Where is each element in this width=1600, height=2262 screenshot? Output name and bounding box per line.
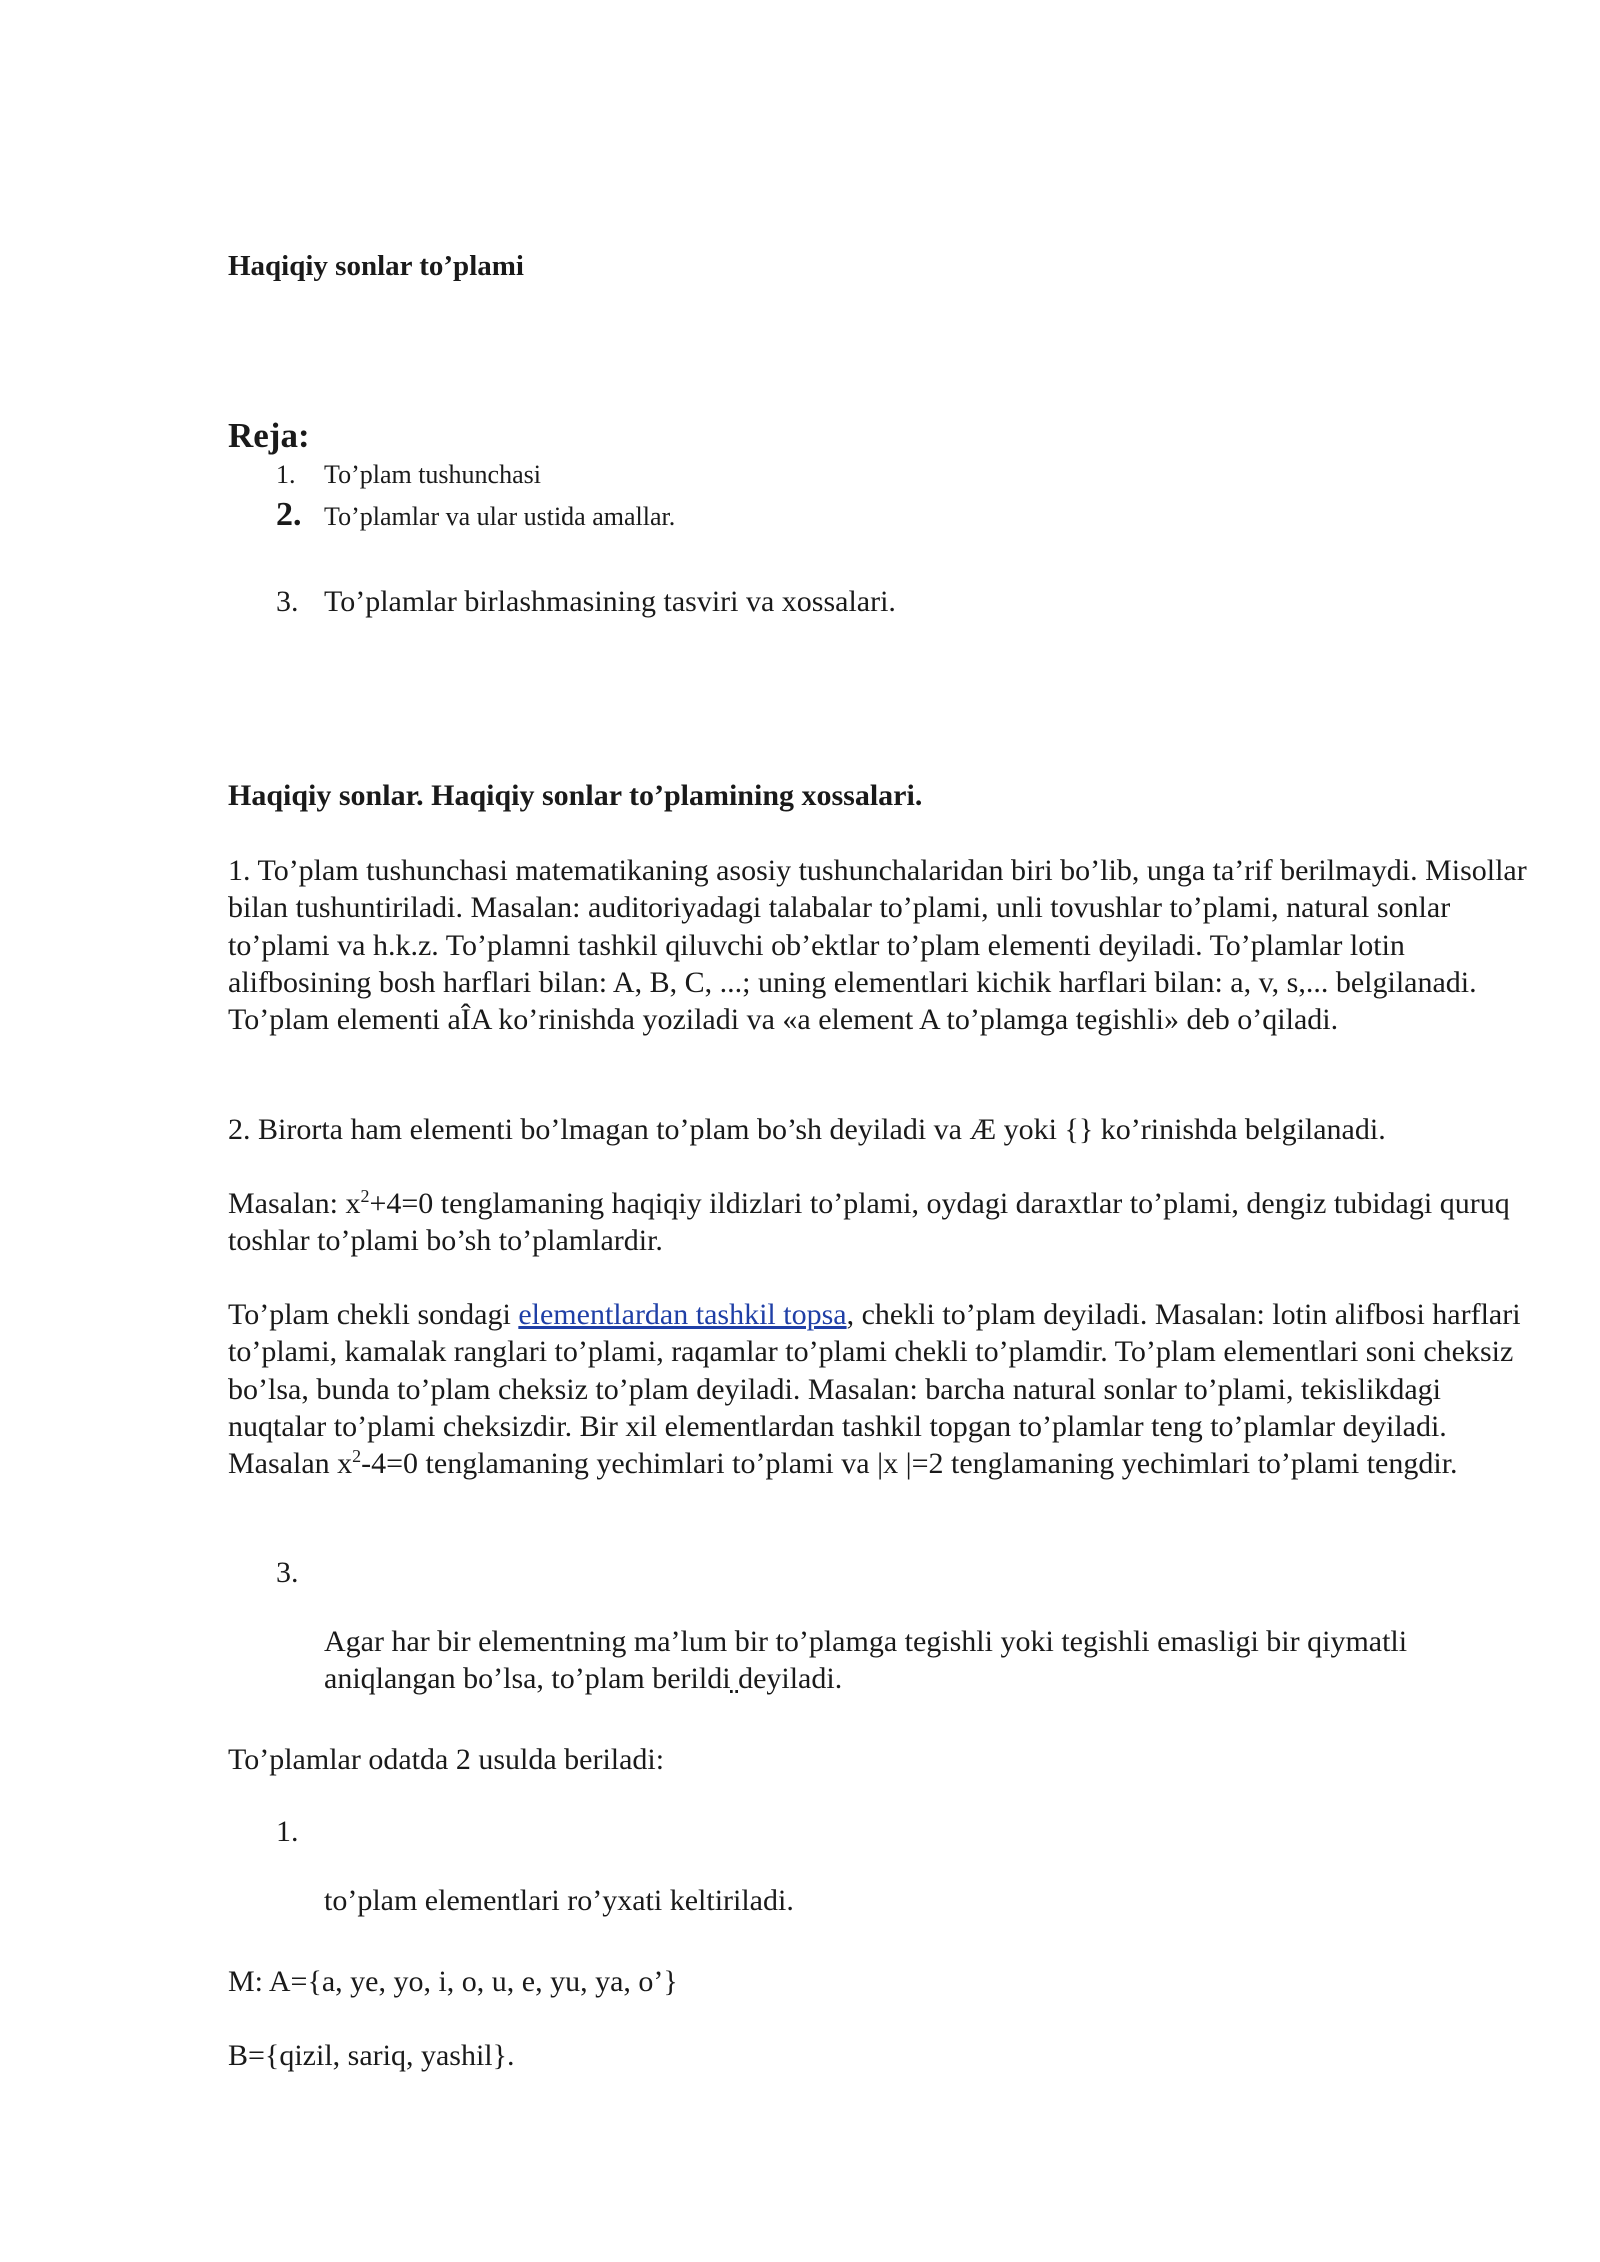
example-set-a: M: A={a, ye, yo, i, o, u, e, yu, ya, o’} xyxy=(228,1965,678,1998)
text-segment: Agar har bir elementning ma’lum bir to’plamga tegishli yoki tegishli emasligi bir qiymatli aniqlangan bo’lsa, to’plam berildi xyxy=(324,1625,1408,1696)
plan-item-number: 3. xyxy=(276,585,299,618)
section-heading: Haqiqiy sonlar. Haqiqiy sonlar to’plamining xossalari. xyxy=(228,779,923,812)
plan-item-text: To’plam tushunchasi xyxy=(324,460,541,489)
paragraph-empty-set-examples xyxy=(228,1185,1528,1260)
text-segment: , chekli to’plam deyiladi. Masalan: lotin alifbosi harflari to’plami, kamalak ranglari to’plami, raqamlar to’plami chekli to’plamdir. To’plam elementlari soni cheksiz bo’lsa, bunda to’plam cheksiz to’plam deyiladi. Masalan: barcha natural sonlar to’plami, tekislikdagi nuqtalar to’plami cheksizdir. Bir xil elementlardan tashkil topgan to’plamlar teng to’plamlar deyiladi. Masalan x xyxy=(228,1298,1521,1481)
superscript: 2 xyxy=(360,1186,370,1206)
superscript: 2 xyxy=(352,1446,362,1467)
paragraph-set-concept: 1. To’plam tushunchasi matematikaning asosiy tushunchalaridan biri bo’lib, unga ta’rif berilmaydi. Misollar bilan tushuntiriladi. Masalan: auditoriyadagi talabalar to’plami, unli tovushlar to’plami, natural sonlar to’plami va h.k.z. To’plamni tashkil qiluvchi ob’ektlar to’plam elementi deyiladi. To’plamlar lotin alifbosining bosh harflari bilan: A, B, C, ...; uning elementlari kichik harflari bilan: a, v, s,... belgilanadi. To’plam elementi aÎA ko’rinishda yoziladi va «a element A to’plamga tegishli» deb o’qiladi. xyxy=(228,854,1527,1037)
plan-item-number: 2. xyxy=(276,496,302,533)
inline-link[interactable]: elementlardan tashkil topsa xyxy=(518,1298,847,1331)
plan-heading: Reja: xyxy=(228,416,310,455)
paragraph-set-methods: To’plamlar odatda 2 usulda beriladi: xyxy=(228,1743,665,1776)
list-item-number: 3. xyxy=(276,1556,299,1589)
plan-item-number: 1. xyxy=(276,460,296,489)
plan-item-text: To’plamlar va ular ustida amallar. xyxy=(324,502,676,531)
text-segment: To’plam chekli sondagi xyxy=(228,1298,519,1331)
text-segment: deyiladi. xyxy=(738,1662,843,1696)
paragraph-empty-set: 2. Birorta ham elementi bo’lmagan to’plam bo’sh deyiladi va Æ yoki {} ko’rinishda belgilanadi. xyxy=(228,1113,1386,1146)
plan-item-text: To’plamlar birlashmasining tasviri va xossalari. xyxy=(324,585,896,618)
list-item-text: to’plam elementlari ro’yxati keltiriladi. xyxy=(324,1884,794,1917)
document-title: Haqiqiy sonlar to’plami xyxy=(228,250,524,282)
paragraph-finite-infinite-sets xyxy=(228,1296,1528,1482)
list-item-text xyxy=(324,1623,1474,1698)
text-gap xyxy=(731,1662,739,1695)
text-segment: -4=0 tenglamaning yechimlari to’plami va |x |=2 tenglamaning yechimlari to’plami tengdir. xyxy=(361,1447,1458,1481)
example-set-b: B={qizil, sariq, yashil}. xyxy=(228,2039,515,2072)
text-segment: +4=0 tenglamaning haqiqiy ildizlari to’plami, oydagi daraxtlar to’plami, dengiz tubidagi quruq toshlar to’plami bo’sh to’plamlardir. xyxy=(228,1187,1510,1258)
list-item-number: 1. xyxy=(276,1815,299,1848)
text-segment: Masalan: x xyxy=(228,1187,361,1220)
